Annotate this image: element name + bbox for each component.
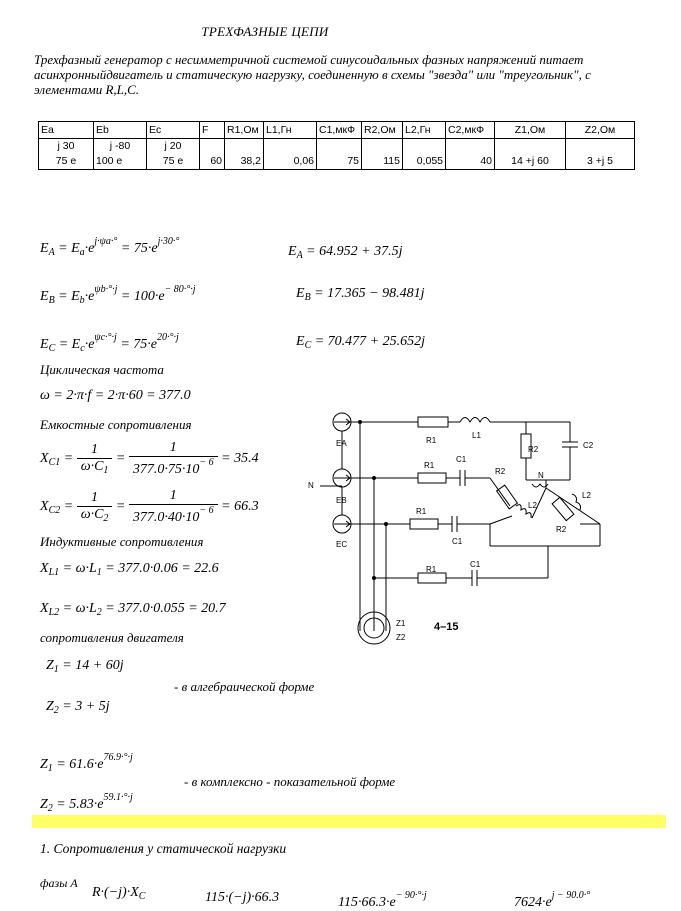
table-cell: 3 +j 5: [566, 154, 635, 170]
bottom-formula-c: $115\cdot 66.3\cdot e^{- 90\cdot^\circ\cdot j}$: [338, 890, 427, 910]
label-ec: EC: [336, 540, 348, 549]
equation-z1: $Z_1 = 14 + 60j$: [46, 658, 124, 675]
label-l2-star: L2: [528, 501, 537, 510]
table-cell: 75 e: [147, 154, 200, 170]
omega-label: Циклическая частота: [40, 362, 164, 377]
label-z1: Z1: [396, 619, 406, 628]
result-eb: $E_B = 17.365 - 98.481j$: [296, 286, 425, 303]
label-c1-d: C1: [470, 560, 481, 569]
table-cell: 60: [200, 154, 225, 170]
bottom-formula-a: $R\cdot(-j)\cdot X_C$: [92, 885, 146, 902]
section-heading: 1. Сопротивления у статической нагрузки: [40, 841, 287, 856]
page-title: ТРЕХФАЗНЫЕ ЦЕПИ: [201, 24, 329, 39]
table-cell: j 20: [147, 139, 200, 155]
parameters-table: [38, 121, 635, 170]
label-n: N: [308, 481, 314, 490]
table-cell: [200, 139, 225, 155]
equation-z2: $Z_2 = 3 + 5j$: [46, 699, 110, 716]
label-r2-delta: R2: [556, 525, 567, 534]
table-row: [39, 154, 635, 170]
table-cell: Eb: [94, 122, 147, 139]
label-r1-b: R1: [424, 461, 435, 470]
equation-z1-exp: $Z_1 = 61.6\cdot e^{76.9\cdot^\circ\cdot j}$: [40, 752, 133, 774]
label-l1: L1: [472, 431, 481, 440]
phase-label: фазы A: [40, 876, 78, 890]
table-cell: L2,Гн: [403, 122, 446, 139]
table-row: [39, 139, 635, 155]
table-cell: C1,мкФ: [317, 122, 362, 139]
label-r2-star: R2: [495, 467, 506, 476]
bottom-formula-d: $7624\cdot e^{j - 90.0\cdot^\circ}$: [514, 890, 591, 910]
equation-ec: $E_C = E_c\cdot e^{\psi c\cdot^\circ\cdot j} = 75\cdot e^{20\cdot^\circ\cdot j}$: [40, 332, 179, 354]
table-cell: 38,2: [225, 154, 264, 170]
equation-z2-exp: $Z_2 = 5.83\cdot e^{59.1\cdot^\circ\cdot j}$: [40, 792, 133, 814]
label-eb: EB: [336, 496, 347, 505]
table-cell: [362, 139, 403, 155]
figure-number: 4–15: [434, 621, 459, 633]
table-cell: L1,Гн: [264, 122, 317, 139]
table-cell: j -80: [94, 139, 147, 155]
circuit-diagram: [300, 406, 610, 658]
table-cell: 75 e: [39, 154, 94, 170]
table-cell: C2,мкФ: [446, 122, 495, 139]
table-cell: 100 e: [94, 154, 147, 170]
label-c1-c: C1: [452, 537, 463, 546]
label-l2-delta: L2: [582, 491, 591, 500]
table-cell: j 30: [39, 139, 94, 155]
equation-eb: $E_B = E_b\cdot e^{\psi b\cdot^\circ\cdot j} = 100\cdot e^{- 80\cdot^\circ\cdot j}$: [40, 284, 196, 306]
table-cell: Z1,Ом: [495, 122, 566, 139]
bottom-formula-b: 115·(−j)·66.3: [205, 890, 280, 905]
table-cell: [495, 139, 566, 155]
equation-xl2: $X_{L2} = \omega\cdot L_2 = 377.0\cdot 0.055 = 20.7$: [40, 601, 226, 618]
label-c1-b: C1: [456, 455, 467, 464]
equation-omega: ω = 2·π·f = 2·π·60 = 377.0: [40, 388, 191, 403]
table-cell: Ec: [147, 122, 200, 139]
table-cell: Ea: [39, 122, 94, 139]
table-header-row: [39, 122, 635, 139]
table-cell: Z2,Ом: [566, 122, 635, 139]
result-ec: $E_C = 70.477 + 25.652j$: [296, 334, 426, 351]
label-z2: Z2: [396, 633, 406, 642]
label-r1-a: R1: [426, 436, 437, 445]
table-cell: [403, 139, 446, 155]
table-cell: [446, 139, 495, 155]
table-cell: R1,Ом: [225, 122, 264, 139]
label-c2: C2: [583, 441, 594, 450]
table-cell: 0,055: [403, 154, 446, 170]
label-ea: EA: [336, 439, 347, 448]
intro-text: Трехфазный генератор с несимметричной системой синусоидальных фазных напряжений питает асинхронныйдвигатель и статическую нагрузку, соединенную в схемы "звезда" или "треугольник", с элементами R,L,C.: [34, 52, 591, 97]
table-cell: 115: [362, 154, 403, 170]
label-r2-top: R2: [528, 445, 539, 454]
algebraic-form-label: - в алгебраической форме: [174, 679, 315, 694]
capacitive-label: Емкостные сопротивления: [40, 417, 192, 432]
motor-label: сопротивления двигателя: [40, 630, 184, 645]
table-cell: R2,Ом: [362, 122, 403, 139]
exponential-form-label: - в комплексно - показательной форме: [184, 774, 396, 789]
equation-ea: $E_A = E_a\cdot e^{j\cdot\psi a\cdot^\circ} = 75\cdot e^{j\cdot 30\cdot^\circ}$: [40, 236, 180, 258]
result-ea: $E_A = 64.952 + 37.5j$: [288, 244, 403, 261]
table-cell: [225, 139, 264, 155]
table-cell: 40: [446, 154, 495, 170]
table-cell: [566, 139, 635, 155]
table-cell: F: [200, 122, 225, 139]
highlight-bar: [32, 815, 666, 828]
label-r1-d: R1: [426, 565, 437, 574]
table-cell: 75: [317, 154, 362, 170]
equation-xl1: $X_{L1} = \omega\cdot L_1 = 377.0\cdot 0.06 = 22.6$: [40, 561, 219, 578]
table-cell: 14 +j 60: [495, 154, 566, 170]
equation-xc2: $X_{C2}$ = $\frac{1}{\omega\cdot C_2}$ = $\frac{1}{377.0\cdot 40\cdot 10^{- 6}}$ = 66.3: [40, 488, 259, 525]
table-cell: [317, 139, 362, 155]
label-n-star: N: [538, 471, 544, 480]
table-cell: [264, 139, 317, 155]
table-cell: 0,06: [264, 154, 317, 170]
equation-xc1: $X_{C1}$ = $\frac{1}{\omega\cdot C_1}$ = $\frac{1}{377.0\cdot 75\cdot 10^{- 6}}$ = 35.4: [40, 440, 259, 477]
inductive-label: Индуктивные сопротивления: [40, 534, 204, 549]
label-r1-c: R1: [416, 507, 427, 516]
